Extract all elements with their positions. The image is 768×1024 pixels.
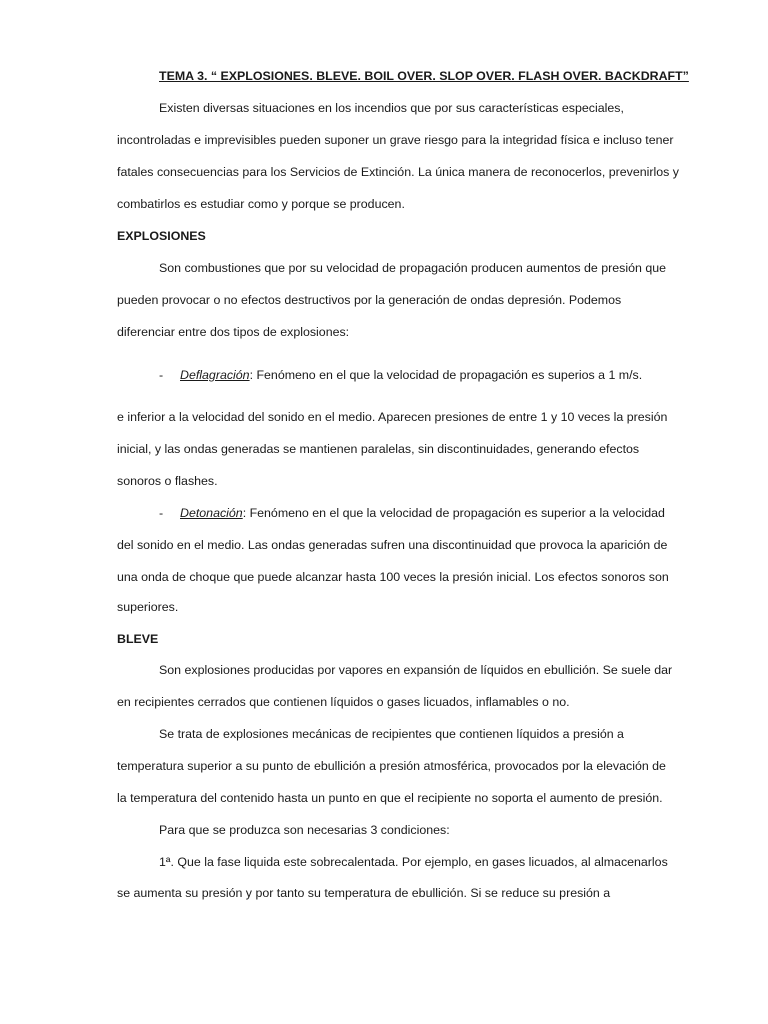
section-heading-bleve: BLEVE	[117, 632, 159, 646]
term-deflagracion: Deflagración	[180, 368, 250, 382]
bleve-p2-line-2: temperatura superior a su punto de ebullición a presión atmosférica, provocados por la elevación de	[117, 759, 666, 773]
term-detonacion: Detonación	[180, 506, 243, 520]
explosiones-line-3: diferenciar entre dos tipos de explosiones:	[117, 325, 350, 339]
bleve-p2-line-1: Se trata de explosiones mecánicas de recipientes que contienen líquidos a presión a	[159, 727, 624, 741]
bullet-dash-detonacion: -	[159, 506, 164, 520]
deflagracion-line-4: sonoros o flashes.	[117, 474, 218, 488]
intro-line-3: fatales consecuencias para los Servicios de Extinción. La única manera de reconocerlos, prevenirlos y	[117, 165, 680, 179]
detonacion-line-2: del sonido en el medio. Las ondas generadas sufren una discontinuidad que provoca la aparición de	[117, 538, 668, 552]
deflagracion-definition: : Fenómeno en el que la velocidad de propagación es superios a 1 m/s.	[249, 368, 643, 382]
detonacion-definition: : Fenómeno en el que la velocidad de propagación es superior a la velocidad	[242, 506, 665, 520]
explosiones-line-2: pueden provocar o no efectos destructivos por la generación de ondas depresión. Podemos	[117, 293, 622, 307]
detonacion-first-line	[180, 505, 665, 521]
deflagracion-line-2: e inferior a la velocidad del sonido en el medio. Aparecen presiones de entre 1 y 10 veces la presión	[117, 410, 668, 424]
bleve-p1-line-1: Son explosiones producidas por vapores en expansión de líquidos en ebullición. Se suele dar	[159, 663, 673, 677]
bullet-dash-deflagracion: -	[159, 368, 164, 382]
intro-line-4: combatirlos es estudiar como y porque se producen.	[117, 197, 405, 211]
detonacion-line-4: superiores.	[117, 600, 179, 614]
deflagracion-first-line	[180, 367, 642, 383]
deflagracion-line-3: inicial, y las ondas generadas se mantienen paralelas, sin discontinuidades, generando efectos	[117, 442, 640, 456]
section-heading-explosiones: EXPLOSIONES	[117, 229, 206, 243]
bleve-p1-line-2: en recipientes cerrados que contienen líquidos o gases licuados, inflamables o no.	[117, 695, 570, 709]
bleve-p2-line-3: la temperatura del contenido hasta un punto en que el recipiente no soporta el aumento de presión.	[117, 791, 663, 805]
bleve-p4-line-1: 1ª. Que la fase liquida este sobrecalentada. Por ejemplo, en gases licuados, al almacenarlos	[159, 855, 668, 869]
intro-line-1: Existen diversas situaciones en los incendios que por sus características especiales,	[159, 101, 624, 115]
detonacion-line-3: una onda de choque que puede alcanzar hasta 100 veces la presión inicial. Los efectos sonoros son	[117, 570, 669, 584]
explosiones-line-1: Son combustiones que por su velocidad de propagación producen aumentos de presión que	[159, 261, 666, 275]
document-title: TEMA 3. “ EXPLOSIONES. BLEVE. BOIL OVER. SLOP OVER. FLASH OVER. BACKDRAFT”	[159, 69, 689, 83]
intro-line-2: incontroladas e imprevisibles pueden suponer un grave riesgo para la integridad física e incluso tener	[117, 133, 674, 147]
bleve-p4-line-2: se aumenta su presión y por tanto su temperatura de ebullición. Si se reduce su presión a	[117, 886, 611, 900]
bleve-p3: Para que se produzca son necesarias 3 condiciones:	[159, 823, 450, 837]
